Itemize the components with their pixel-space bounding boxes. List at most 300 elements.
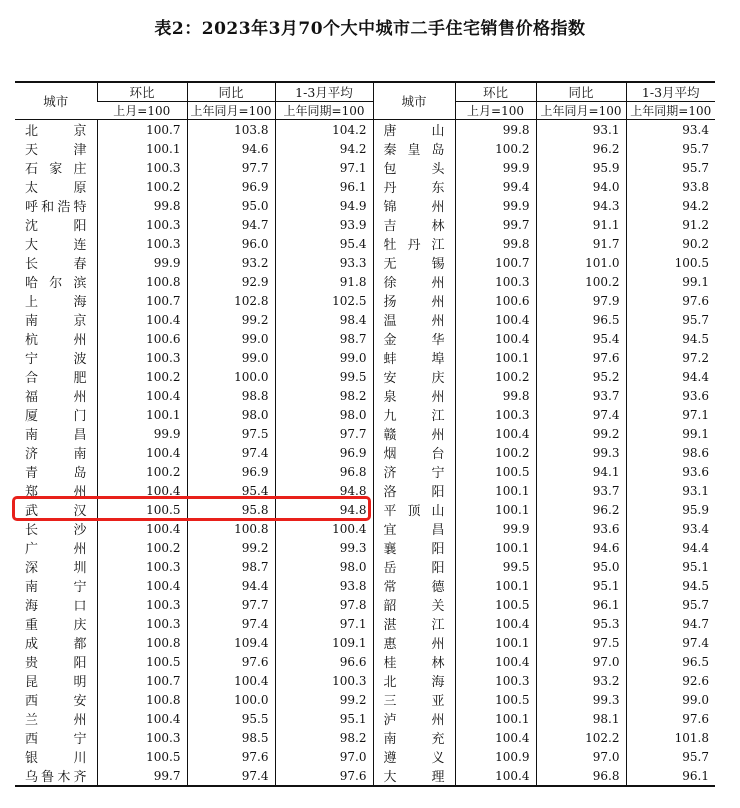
left-mom-value: 100.8 (97, 633, 187, 652)
left-yoy-value: 96.9 (187, 177, 275, 196)
left-mom-value: 100.2 (97, 462, 187, 481)
right-yoy-value: 93.1 (536, 120, 626, 140)
left-city-name: 西安 (25, 694, 87, 709)
right-city-name: 湛江 (373, 614, 455, 633)
left-city-name: 济南 (25, 447, 87, 462)
right-avg-value: 95.7 (626, 158, 715, 177)
right-mom-value: 100.2 (455, 443, 536, 462)
right-avg-value: 94.5 (626, 576, 715, 595)
left-yoy-value: 99.2 (187, 538, 275, 557)
header-mom-right: 环比 (455, 82, 536, 102)
header-row-base (15, 102, 715, 120)
left-avg-value: 98.2 (275, 386, 373, 405)
left-yoy-value: 98.5 (187, 728, 275, 747)
header-city-left: 城市 (15, 82, 97, 120)
right-city-name: 唐山 (373, 120, 455, 140)
left-mom-value: 100.7 (97, 120, 187, 140)
left-mom-value: 100.4 (97, 443, 187, 462)
left-city-name: 郑州 (25, 485, 87, 500)
right-yoy-value: 97.6 (536, 348, 626, 367)
right-mom-value: 100.3 (455, 272, 536, 291)
left-avg-value: 94.8 (275, 481, 373, 500)
left-city-name: 杭州 (25, 333, 87, 348)
right-avg-value: 97.1 (626, 405, 715, 424)
right-mom-value: 100.7 (455, 253, 536, 272)
left-city-name: 南京 (25, 314, 87, 329)
left-avg-value: 96.1 (275, 177, 373, 196)
right-city-name: 宜昌 (373, 519, 455, 538)
left-yoy-value: 98.0 (187, 405, 275, 424)
right-mom-value: 100.3 (455, 405, 536, 424)
left-avg-value: 97.0 (275, 747, 373, 766)
table-row (15, 272, 715, 291)
left-city-name: 厦门 (25, 409, 87, 424)
left-avg-value: 96.9 (275, 443, 373, 462)
left-avg-value: 98.0 (275, 557, 373, 576)
right-avg-value: 92.6 (626, 671, 715, 690)
left-avg-value: 97.1 (275, 158, 373, 177)
right-avg-value: 94.4 (626, 367, 715, 386)
table-row (15, 234, 715, 253)
left-mom-value: 100.3 (97, 614, 187, 633)
left-yoy-value: 92.9 (187, 272, 275, 291)
left-mom-value: 100.6 (97, 329, 187, 348)
table-row (15, 120, 715, 140)
right-avg-value: 98.6 (626, 443, 715, 462)
right-yoy-value: 96.2 (536, 500, 626, 519)
left-yoy-value: 100.0 (187, 690, 275, 709)
right-yoy-value: 96.5 (536, 310, 626, 329)
header-yoy-right: 同比 (536, 82, 626, 102)
table-row (15, 728, 715, 747)
left-avg-value: 93.8 (275, 576, 373, 595)
left-city-name: 宁波 (25, 352, 87, 367)
left-yoy-value: 100.0 (187, 367, 275, 386)
right-mom-value: 100.2 (455, 367, 536, 386)
table-row (15, 671, 715, 690)
left-city-name: 哈尔滨 (25, 276, 87, 291)
table-row (15, 177, 715, 196)
left-avg-value: 109.1 (275, 633, 373, 652)
right-yoy-value: 95.3 (536, 614, 626, 633)
right-city-name: 惠州 (373, 633, 455, 652)
right-yoy-value: 99.3 (536, 443, 626, 462)
left-mom-value: 100.8 (97, 690, 187, 709)
left-mom-value: 100.4 (97, 310, 187, 329)
table-row (15, 386, 715, 405)
left-yoy-value: 97.6 (187, 747, 275, 766)
right-yoy-value: 95.2 (536, 367, 626, 386)
right-yoy-value: 99.2 (536, 424, 626, 443)
right-yoy-value: 97.4 (536, 405, 626, 424)
left-avg-value: 98.4 (275, 310, 373, 329)
right-mom-value: 100.1 (455, 348, 536, 367)
left-avg-value: 93.3 (275, 253, 373, 272)
right-avg-value: 97.2 (626, 348, 715, 367)
left-avg-value: 100.3 (275, 671, 373, 690)
left-avg-value: 94.8 (275, 500, 373, 519)
left-avg-value: 93.9 (275, 215, 373, 234)
table-row (15, 538, 715, 557)
left-mom-value: 100.4 (97, 576, 187, 595)
table-row (15, 443, 715, 462)
left-avg-value: 96.6 (275, 652, 373, 671)
left-city-name: 深圳 (25, 561, 87, 576)
left-mom-value: 100.3 (97, 595, 187, 614)
left-mom-value: 100.7 (97, 671, 187, 690)
left-city-name: 南昌 (25, 428, 87, 443)
right-city-name: 赣州 (373, 424, 455, 443)
right-avg-value: 94.5 (626, 329, 715, 348)
right-avg-value: 94.7 (626, 614, 715, 633)
right-city-name: 泉州 (373, 386, 455, 405)
header-city-right: 城市 (373, 82, 455, 120)
left-yoy-value: 94.6 (187, 139, 275, 158)
left-yoy-value: 96.0 (187, 234, 275, 253)
left-city-name: 乌鲁木齐 (15, 766, 97, 786)
right-city-name: 大理 (373, 766, 455, 786)
left-avg-value: 98.2 (275, 728, 373, 747)
left-city-name: 兰州 (25, 713, 87, 728)
left-avg-value: 98.7 (275, 329, 373, 348)
right-mom-value: 100.4 (455, 310, 536, 329)
right-mom-value: 100.1 (455, 538, 536, 557)
left-avg-value: 95.1 (275, 709, 373, 728)
right-city-name: 遵义 (373, 747, 455, 766)
left-mom-value: 100.2 (97, 538, 187, 557)
left-yoy-value: 103.8 (187, 120, 275, 140)
right-city-name: 襄阳 (373, 538, 455, 557)
right-mom-value: 100.1 (455, 633, 536, 652)
right-mom-value: 99.9 (455, 196, 536, 215)
left-yoy-value: 98.8 (187, 386, 275, 405)
table-row (15, 158, 715, 177)
left-yoy-value: 97.6 (187, 652, 275, 671)
table-row (15, 766, 715, 786)
left-mom-value: 100.1 (97, 405, 187, 424)
table-body (15, 120, 715, 787)
right-avg-value: 94.2 (626, 196, 715, 215)
right-yoy-value: 95.0 (536, 557, 626, 576)
left-avg-value: 98.0 (275, 405, 373, 424)
left-city-name: 合肥 (25, 371, 87, 386)
left-yoy-value: 93.2 (187, 253, 275, 272)
left-city-name: 昆明 (25, 675, 87, 690)
right-avg-value: 97.6 (626, 291, 715, 310)
left-mom-value: 100.3 (97, 557, 187, 576)
left-city-name: 武汉 (25, 504, 87, 519)
right-yoy-value: 95.9 (536, 158, 626, 177)
right-avg-value: 95.7 (626, 747, 715, 766)
price-index-table (15, 81, 715, 787)
table-row (15, 595, 715, 614)
table-row (15, 348, 715, 367)
left-city-name: 广州 (25, 542, 87, 557)
right-avg-value: 95.7 (626, 595, 715, 614)
right-avg-value: 93.8 (626, 177, 715, 196)
right-yoy-value: 94.3 (536, 196, 626, 215)
right-yoy-value: 93.7 (536, 386, 626, 405)
left-mom-value: 100.3 (97, 348, 187, 367)
right-avg-value: 93.6 (626, 462, 715, 481)
table-row (15, 690, 715, 709)
right-mom-value: 100.1 (455, 709, 536, 728)
left-yoy-value: 96.9 (187, 462, 275, 481)
right-avg-value: 95.7 (626, 139, 715, 158)
left-yoy-value: 97.7 (187, 595, 275, 614)
header-row-top (15, 82, 715, 102)
left-avg-value: 99.3 (275, 538, 373, 557)
right-city-name: 常德 (373, 576, 455, 595)
left-mom-value: 100.7 (97, 291, 187, 310)
left-mom-value: 99.9 (97, 253, 187, 272)
right-yoy-value: 95.4 (536, 329, 626, 348)
left-city-name: 南宁 (25, 580, 87, 595)
left-city-name: 海口 (25, 599, 87, 614)
table-row (15, 424, 715, 443)
right-city-name: 牡丹江 (373, 234, 455, 253)
left-yoy-value: 102.8 (187, 291, 275, 310)
right-yoy-value: 97.5 (536, 633, 626, 652)
left-avg-value: 104.2 (275, 120, 373, 140)
table-row (15, 405, 715, 424)
table-row (15, 614, 715, 633)
table-row (15, 367, 715, 386)
right-city-name: 温州 (373, 310, 455, 329)
table-row (15, 481, 715, 500)
left-avg-value: 97.8 (275, 595, 373, 614)
left-avg-value: 97.6 (275, 766, 373, 786)
right-mom-value: 99.8 (455, 386, 536, 405)
left-mom-value: 100.8 (97, 272, 187, 291)
right-avg-value: 96.5 (626, 652, 715, 671)
header-mom-left: 环比 (97, 82, 187, 102)
right-mom-value: 100.6 (455, 291, 536, 310)
right-city-name: 平顶山 (373, 500, 455, 519)
left-mom-value: 100.4 (97, 386, 187, 405)
left-yoy-value: 100.4 (187, 671, 275, 690)
left-avg-value: 99.2 (275, 690, 373, 709)
right-city-name: 洛阳 (373, 481, 455, 500)
left-city-name: 长春 (25, 257, 87, 272)
table-row (15, 215, 715, 234)
left-yoy-value: 95.4 (187, 481, 275, 500)
table-row (15, 291, 715, 310)
table-row (15, 633, 715, 652)
right-city-name: 泸州 (373, 709, 455, 728)
right-mom-value: 100.4 (455, 424, 536, 443)
right-city-name: 安庆 (373, 367, 455, 386)
right-mom-value: 100.4 (455, 329, 536, 348)
right-avg-value: 99.1 (626, 424, 715, 443)
left-yoy-value: 97.5 (187, 424, 275, 443)
header-avg-left: 1-3月平均 (275, 82, 373, 102)
table-row (15, 747, 715, 766)
left-yoy-value: 99.2 (187, 310, 275, 329)
left-city-name: 呼和浩特 (25, 200, 87, 215)
header-mom-base-left: 上月=100 (97, 102, 187, 120)
left-avg-value: 99.5 (275, 367, 373, 386)
right-city-name: 丹东 (373, 177, 455, 196)
left-avg-value: 97.7 (275, 424, 373, 443)
right-avg-value: 93.1 (626, 481, 715, 500)
right-yoy-value: 96.2 (536, 139, 626, 158)
left-yoy-value: 94.4 (187, 576, 275, 595)
left-yoy-value: 97.4 (187, 443, 275, 462)
right-city-name: 岳阳 (373, 557, 455, 576)
right-avg-value: 91.2 (626, 215, 715, 234)
right-avg-value: 101.8 (626, 728, 715, 747)
right-city-name: 烟台 (373, 443, 455, 462)
table-row (15, 462, 715, 481)
table-title: 表2：2023年3月70个大中城市二手住宅销售价格指数 (154, 19, 586, 39)
right-mom-value: 100.1 (455, 576, 536, 595)
right-yoy-value: 96.1 (536, 595, 626, 614)
left-yoy-value: 100.8 (187, 519, 275, 538)
right-mom-value: 99.8 (455, 234, 536, 253)
right-yoy-value: 93.6 (536, 519, 626, 538)
left-mom-value: 99.8 (97, 196, 187, 215)
right-avg-value: 94.4 (626, 538, 715, 557)
left-yoy-value: 98.7 (187, 557, 275, 576)
right-mom-value: 99.8 (455, 120, 536, 140)
left-city-name: 沈阳 (25, 219, 87, 234)
right-city-name: 吉林 (373, 215, 455, 234)
right-yoy-value: 96.8 (536, 766, 626, 786)
right-mom-value: 99.7 (455, 215, 536, 234)
table-row (15, 139, 715, 158)
left-yoy-value: 95.8 (187, 500, 275, 519)
right-mom-value: 100.4 (455, 766, 536, 786)
left-mom-value: 100.1 (97, 139, 187, 158)
right-yoy-value: 98.1 (536, 709, 626, 728)
right-avg-value: 100.5 (626, 253, 715, 272)
left-mom-value: 100.3 (97, 728, 187, 747)
right-yoy-value: 94.1 (536, 462, 626, 481)
right-mom-value: 100.3 (455, 671, 536, 690)
right-yoy-value: 91.7 (536, 234, 626, 253)
right-city-name: 锦州 (373, 196, 455, 215)
right-mom-value: 100.2 (455, 139, 536, 158)
left-city-name: 天津 (25, 143, 87, 158)
right-avg-value: 93.6 (626, 386, 715, 405)
table-row (15, 196, 715, 215)
left-mom-value: 100.5 (97, 747, 187, 766)
right-mom-value: 100.1 (455, 481, 536, 500)
right-mom-value: 99.5 (455, 557, 536, 576)
right-city-name: 北海 (373, 671, 455, 690)
left-yoy-value: 97.4 (187, 614, 275, 633)
left-avg-value: 94.2 (275, 139, 373, 158)
table-row (15, 652, 715, 671)
left-avg-value: 94.9 (275, 196, 373, 215)
right-avg-value: 99.1 (626, 272, 715, 291)
left-city-name: 太原 (25, 181, 87, 196)
right-city-name: 三亚 (373, 690, 455, 709)
right-city-name: 徐州 (373, 272, 455, 291)
header-yoy-left: 同比 (187, 82, 275, 102)
right-mom-value: 99.4 (455, 177, 536, 196)
right-city-name: 桂林 (373, 652, 455, 671)
right-yoy-value: 97.9 (536, 291, 626, 310)
right-avg-value: 99.0 (626, 690, 715, 709)
right-avg-value: 97.6 (626, 709, 715, 728)
right-mom-value: 100.9 (455, 747, 536, 766)
left-mom-value: 100.4 (97, 519, 187, 538)
right-city-name: 济宁 (373, 462, 455, 481)
left-avg-value: 91.8 (275, 272, 373, 291)
header-avg-right: 1-3月平均 (626, 82, 715, 102)
table-row (15, 576, 715, 595)
right-city-name: 韶关 (373, 595, 455, 614)
right-avg-value: 95.7 (626, 310, 715, 329)
left-city-name: 银川 (25, 751, 87, 766)
right-city-name: 九江 (373, 405, 455, 424)
left-mom-value: 100.4 (97, 709, 187, 728)
right-city-name: 秦皇岛 (373, 139, 455, 158)
left-yoy-value: 95.5 (187, 709, 275, 728)
left-yoy-value: 95.0 (187, 196, 275, 215)
left-mom-value: 99.7 (97, 766, 187, 786)
left-mom-value: 99.9 (97, 424, 187, 443)
right-city-name: 南充 (373, 728, 455, 747)
left-city-name: 福州 (25, 390, 87, 405)
header-avg-base-right: 上年同期=100 (626, 102, 715, 120)
right-mom-value: 99.9 (455, 519, 536, 538)
right-avg-value: 90.2 (626, 234, 715, 253)
left-avg-value: 97.1 (275, 614, 373, 633)
right-avg-value: 93.4 (626, 519, 715, 538)
right-avg-value: 93.4 (626, 120, 715, 140)
right-yoy-value: 95.1 (536, 576, 626, 595)
right-mom-value: 100.5 (455, 595, 536, 614)
left-mom-value: 100.3 (97, 158, 187, 177)
left-yoy-value: 97.4 (187, 766, 275, 786)
left-yoy-value: 94.7 (187, 215, 275, 234)
right-yoy-value: 102.2 (536, 728, 626, 747)
left-city-name: 成都 (25, 637, 87, 652)
right-yoy-value: 94.0 (536, 177, 626, 196)
right-avg-value: 96.1 (626, 766, 715, 786)
left-yoy-value: 99.0 (187, 348, 275, 367)
right-avg-value: 95.1 (626, 557, 715, 576)
left-city-name: 重庆 (25, 618, 87, 633)
left-mom-value: 100.3 (97, 234, 187, 253)
right-yoy-value: 99.3 (536, 690, 626, 709)
left-yoy-value: 99.0 (187, 329, 275, 348)
left-mom-value: 100.2 (97, 367, 187, 386)
left-avg-value: 100.4 (275, 519, 373, 538)
right-city-name: 金华 (373, 329, 455, 348)
left-avg-value: 99.0 (275, 348, 373, 367)
left-city-name: 贵阳 (25, 656, 87, 671)
left-avg-value: 96.8 (275, 462, 373, 481)
left-avg-value: 95.4 (275, 234, 373, 253)
right-yoy-value: 97.0 (536, 652, 626, 671)
left-yoy-value: 109.4 (187, 633, 275, 652)
right-yoy-value: 93.7 (536, 481, 626, 500)
right-city-name: 扬州 (373, 291, 455, 310)
header-yoy-base-left: 上年同月=100 (187, 102, 275, 120)
right-city-name: 无锡 (373, 253, 455, 272)
left-city-name: 青岛 (25, 466, 87, 481)
header-yoy-base-right: 上年同月=100 (536, 102, 626, 120)
table-row (15, 329, 715, 348)
right-mom-value: 99.9 (455, 158, 536, 177)
left-city-name: 西宁 (25, 732, 87, 747)
left-mom-value: 100.2 (97, 177, 187, 196)
right-yoy-value: 94.6 (536, 538, 626, 557)
